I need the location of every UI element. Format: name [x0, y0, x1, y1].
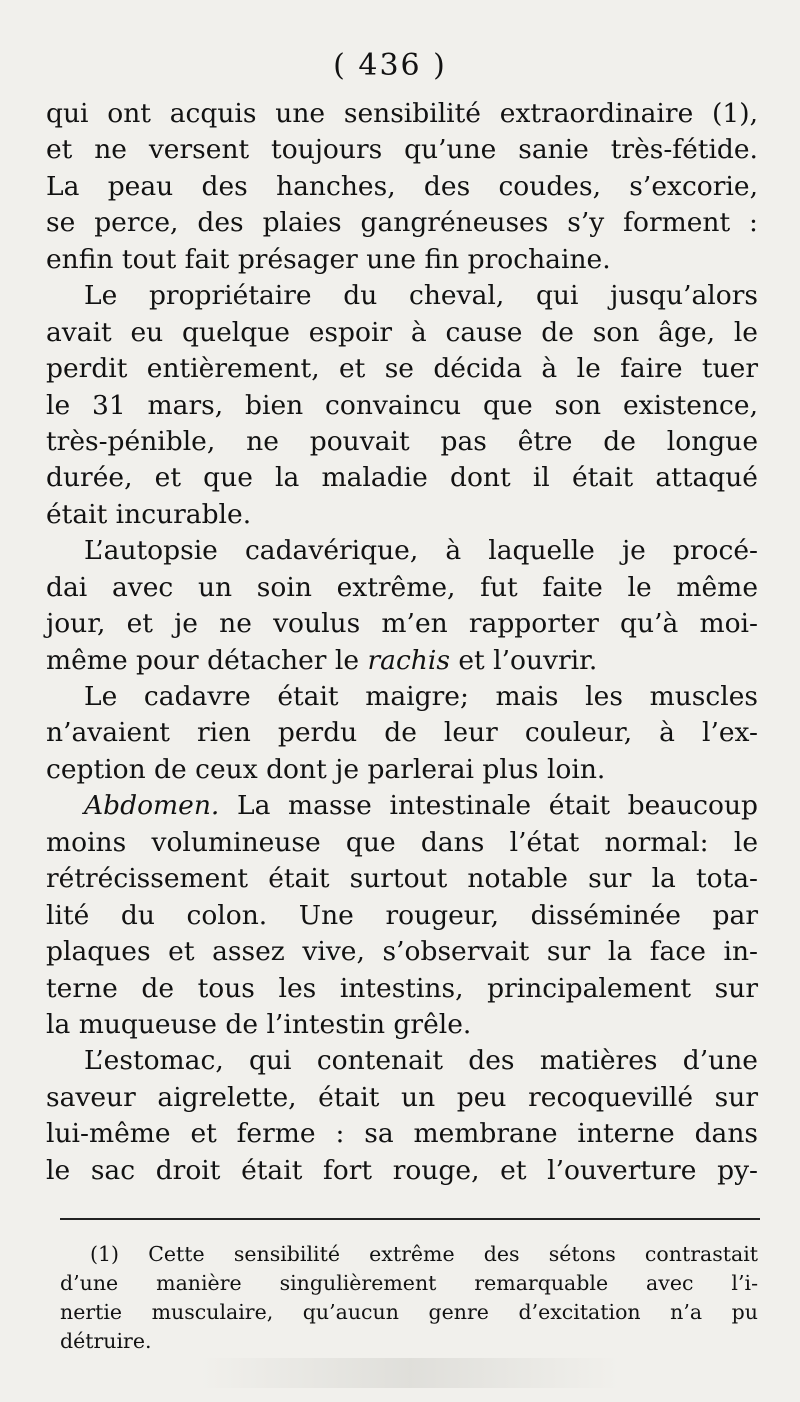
text-line: moins volumineuse que dans l’état normal: le — [46, 826, 758, 858]
text-line: plaques et assez vive, s’observait sur la face in- — [46, 936, 758, 968]
text-line: dai avec un soin extrême, fut faite le même — [46, 571, 758, 603]
text-line: jour, et je ne voulus m’en rapporter qu’à moi- — [46, 608, 758, 640]
footnote-line: détruire. — [60, 1329, 152, 1353]
footnote-line: nertie musculaire, qu’aucun genre d’excitation n’a pu — [60, 1300, 758, 1324]
text-line: qui ont acquis une sensibilité extraordinaire (1), — [46, 98, 758, 129]
text-line: le sac droit était fort rouge, et l’ouverture py- — [46, 1154, 758, 1186]
text-line: rétrécissement était surtout notable sur la tota- — [46, 863, 758, 895]
text-line: avait eu quelque espoir à cause de son âge, le — [46, 316, 758, 348]
footnote-divider — [60, 1218, 760, 1220]
text-line: enfin tout fait présager une fin prochaine. — [46, 243, 611, 275]
text-line: la muqueuse de l’intestin grêle. — [46, 1008, 472, 1040]
text-line: durée, et que la maladie dont il était attaqué — [46, 462, 758, 494]
footnote-line: d’une manière singulièrement remarquable avec l’i- — [60, 1271, 758, 1295]
text-line: et ne versent toujours qu’une sanie très-fétide. — [46, 134, 758, 166]
page-number: ( 436 ) — [333, 48, 447, 83]
footnote-line: (1) Cette sensibilité extrême des sétons contrastait — [90, 1242, 758, 1266]
text-line: très-pénible, ne pouvait pas être de longue — [46, 425, 758, 457]
text-line: L’autopsie cadavérique, à laquelle je procé- — [84, 535, 758, 567]
text-line — [46, 788, 758, 824]
text-line: terne de tous les intestins, principalement sur — [46, 972, 758, 1004]
text-line: La peau des hanches, des coudes, s’excorie, — [46, 170, 758, 202]
text-line: saveur aigrelette, était un peu recoquevillé sur — [46, 1081, 758, 1113]
text-line: lui-même et ferme : sa membrane interne dans — [46, 1118, 758, 1150]
text-line: ception de ceux dont je parlerai plus loin. — [46, 753, 606, 785]
text-line — [46, 643, 758, 679]
text-line: Le propriétaire du cheval, qui jusqu’alors — [84, 280, 758, 312]
text-segment: La masse intestinale était beaucoup — [219, 790, 758, 822]
text-line: perdit entièrement, et se décida à le faire tuer — [46, 353, 758, 385]
footnotes — [60, 1240, 758, 1356]
text-line: n’avaient rien perdu de leur couleur, à l’ex- — [46, 717, 758, 749]
text-line: Le cadavre était maigre; mais les muscles — [84, 681, 758, 712]
italic-term-rachis: rachis — [367, 644, 450, 676]
text-line: le 31 mars, bien convaincu que son existence, — [46, 389, 758, 421]
text-line: lité du colon. Une rougeur, disséminée par — [46, 899, 758, 931]
bleed-through-smudge — [200, 1358, 620, 1388]
text-line: se perce, des plaies gangréneuses s’y forment : — [46, 207, 758, 239]
text-segment: même pour détacher le — [46, 644, 368, 676]
text-segment: et l’ouvrir. — [449, 644, 598, 676]
text-line: était incurable. — [46, 498, 252, 530]
body-text — [46, 96, 758, 1189]
section-heading-abdomen: Abdomen. — [84, 790, 220, 822]
text-line: L’estomac, qui contenait des matières d’une — [84, 1045, 758, 1077]
